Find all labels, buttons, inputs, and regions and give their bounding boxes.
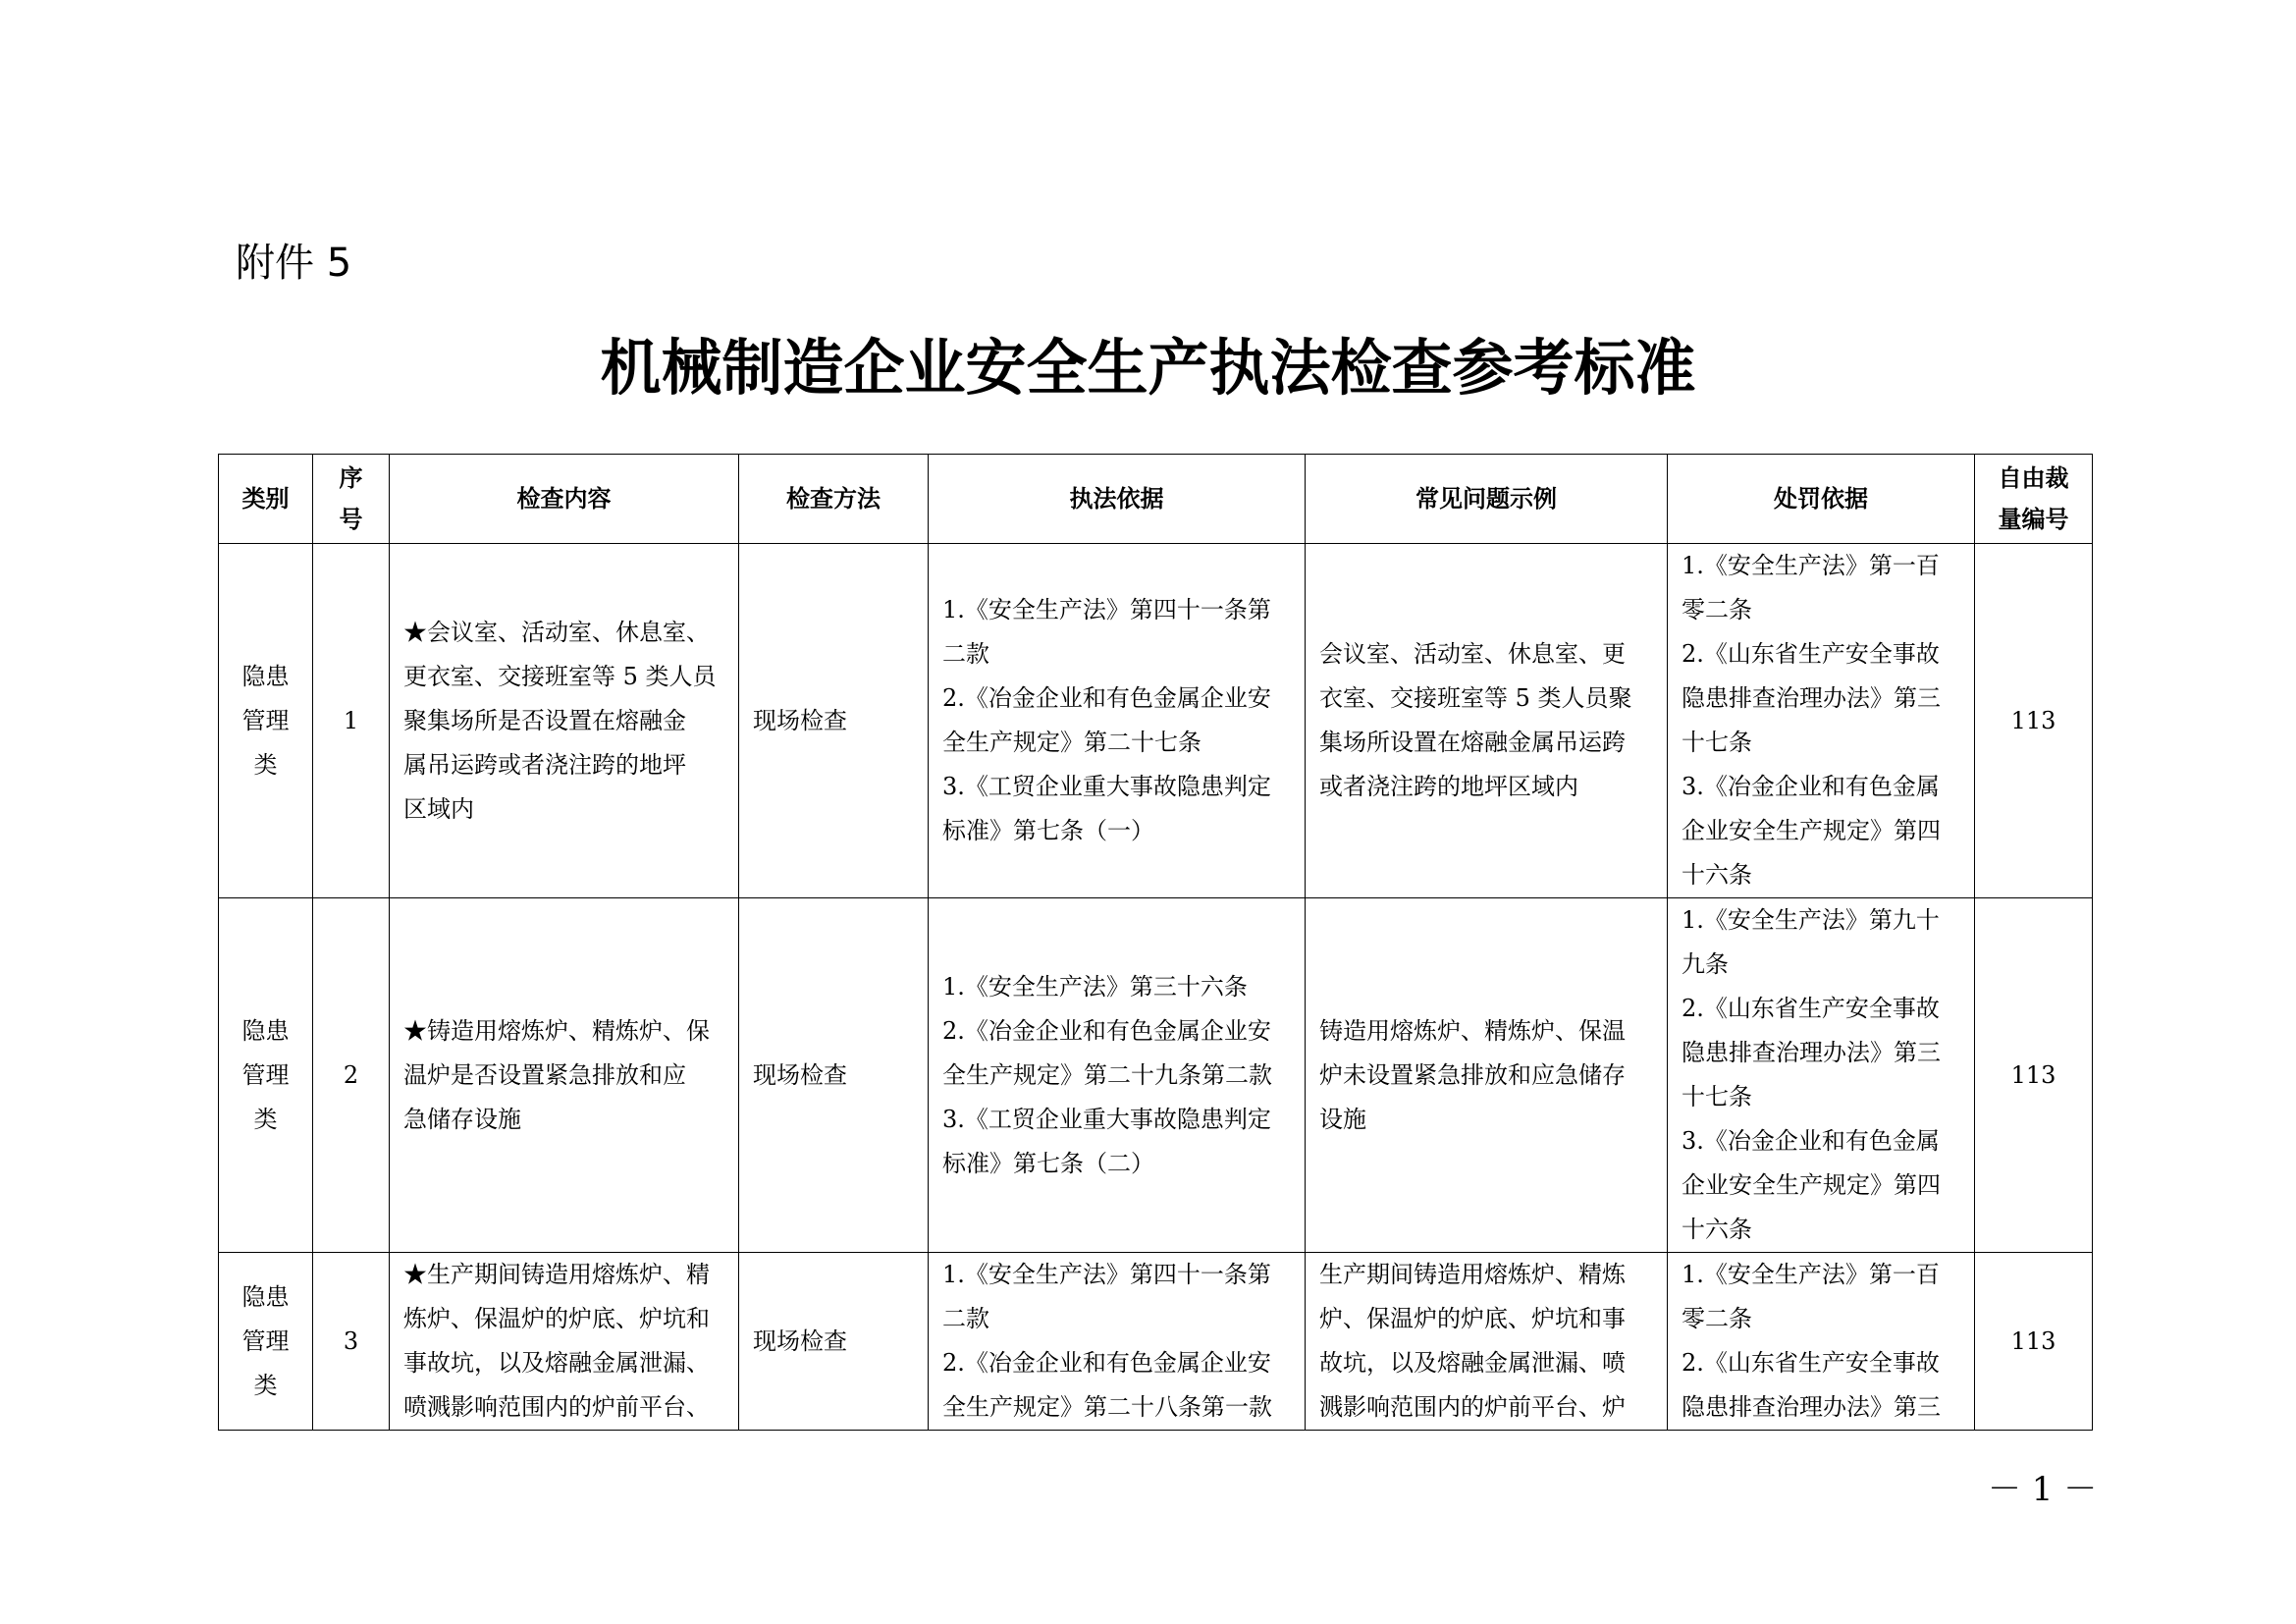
cell-seq: 3	[313, 1253, 390, 1431]
cell-category: 隐患 管理 类	[219, 1253, 313, 1431]
cell-issues: 铸造用熔炼炉、精炼炉、保温 炉未设置紧急排放和应急储存 设施	[1306, 898, 1668, 1253]
cell-basis: 1.《安全生产法》第三十六条 2.《冶金企业和有色金属企业安 全生产规定》第二十九条第二款 3.《工贸企业重大事故隐患判定 标准》第七条（二）	[929, 898, 1306, 1253]
header-issues: 常见问题示例	[1306, 455, 1668, 544]
cell-basis: 1.《安全生产法》第四十一条第 二款 2.《冶金企业和有色金属企业安 全生产规定》第二十八条第一款	[929, 1253, 1306, 1431]
cell-content: ★会议室、活动室、休息室、 更衣室、交接班室等 5 类人员 聚集场所是否设置在熔融金 属吊运跨或者浇注跨的地坪 区域内	[390, 544, 739, 898]
header-discretion: 自由裁 量编号	[1975, 455, 2093, 544]
cell-discretion: 113	[1975, 1253, 2093, 1431]
cell-discretion: 113	[1975, 898, 2093, 1253]
page-number: － 1 －	[1988, 1470, 2098, 1509]
cell-category: 隐患 管理 类	[219, 898, 313, 1253]
cell-penalty: 1.《安全生产法》第一百 零二条 2.《山东省生产安全事故 隐患排查治理办法》第三	[1668, 1253, 1975, 1431]
header-penalty: 处罚依据	[1668, 455, 1975, 544]
cell-discretion: 113	[1975, 544, 2093, 898]
attachment-label: 附件 5	[236, 241, 352, 286]
table-row	[219, 544, 2093, 898]
header-seq: 序 号	[313, 455, 390, 544]
header-category: 类别	[219, 455, 313, 544]
cell-basis: 1.《安全生产法》第四十一条第 二款 2.《冶金企业和有色金属企业安 全生产规定》第二十七条 3.《工贸企业重大事故隐患判定 标准》第七条（一）	[929, 544, 1306, 898]
table-row	[219, 898, 2093, 1253]
cell-issues: 会议室、活动室、休息室、更 衣室、交接班室等 5 类人员聚 集场所设置在熔融金属吊运跨 或者浇注跨的地坪区域内	[1306, 544, 1668, 898]
header-content: 检查内容	[390, 455, 739, 544]
cell-penalty: 1.《安全生产法》第九十 九条 2.《山东省生产安全事故 隐患排查治理办法》第三 十七条 3.《冶金企业和有色金属 企业安全生产规定》第四 十六条	[1668, 898, 1975, 1253]
cell-issues: 生产期间铸造用熔炼炉、精炼 炉、保温炉的炉底、炉坑和事 故坑，以及熔融金属泄漏、喷 溅影响范围内的炉前平台、炉	[1306, 1253, 1668, 1431]
cell-seq: 2	[313, 898, 390, 1253]
cell-seq: 1	[313, 544, 390, 898]
cell-content: ★铸造用熔炼炉、精炼炉、保 温炉是否设置紧急排放和应 急储存设施	[390, 898, 739, 1253]
cell-content: ★生产期间铸造用熔炼炉、精 炼炉、保温炉的炉底、炉坑和 事故坑，以及熔融金属泄漏、 喷溅影响范围内的炉前平台、	[390, 1253, 739, 1431]
header-method: 检查方法	[739, 455, 929, 544]
cell-method: 现场检查	[739, 544, 929, 898]
header-basis: 执法依据	[929, 455, 1306, 544]
cell-penalty: 1.《安全生产法》第一百 零二条 2.《山东省生产安全事故 隐患排查治理办法》第三 十七条 3.《冶金企业和有色金属 企业安全生产规定》第四 十六条	[1668, 544, 1975, 898]
cell-category: 隐患 管理 类	[219, 544, 313, 898]
cell-method: 现场检查	[739, 898, 929, 1253]
document-title: 机械制造企业安全生产执法检查参考标准	[600, 332, 1696, 404]
inspection-standards-table	[218, 454, 2093, 1431]
table-header-row	[219, 455, 2093, 544]
cell-method: 现场检查	[739, 1253, 929, 1431]
table-row	[219, 1253, 2093, 1431]
